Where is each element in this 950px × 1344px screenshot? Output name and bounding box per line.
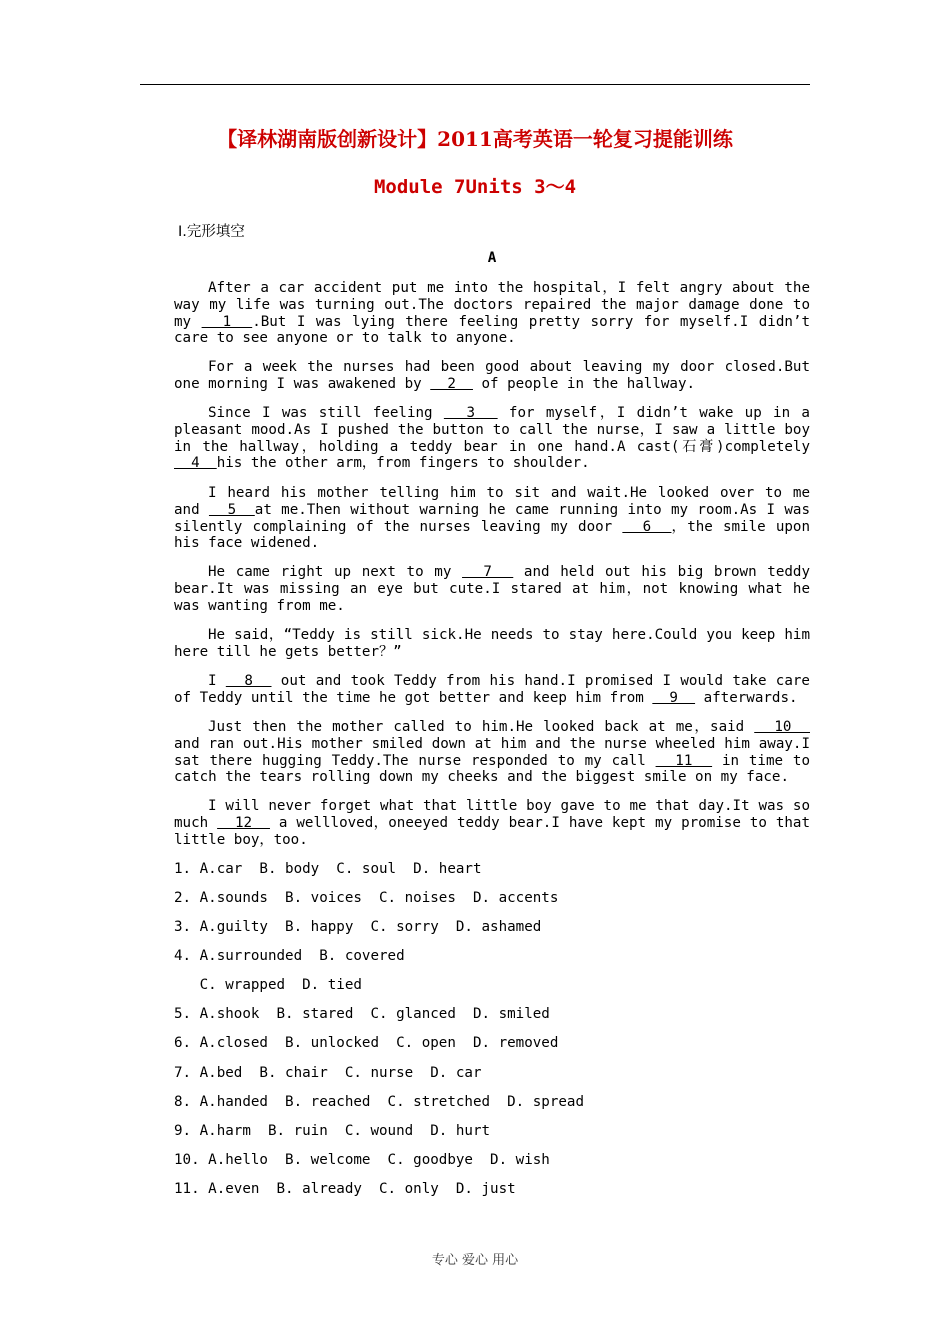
option-line: 9. A.harm B. ruin C. wound D. hurt xyxy=(174,1123,491,1139)
paragraph-text: in time to catch the tears rolling down my cheeks and the biggest smile on my face. xyxy=(174,752,810,786)
paragraph-text: and held out his big brown teddy bear.It was missing an eye but cute.I stared at him，not knowing what he was wanting from me. xyxy=(174,564,811,614)
option-line: 5. A.shook B. stared C. glanced D. smiled xyxy=(174,1006,550,1022)
blank-5: 5 xyxy=(208,501,255,518)
blank-8: 8 xyxy=(225,673,272,689)
paragraph-text: at me.Then without warning he came running into my room.As I was silently complaining of the nurses leaving my door xyxy=(174,501,810,535)
paragraph-text: I heard his mother telling him to sit and wait.He looked over to me and xyxy=(174,485,810,518)
blank-12: 12 xyxy=(217,814,270,831)
paragraph-text: of people in the hallway. xyxy=(472,375,696,392)
paragraph-6 xyxy=(174,627,810,661)
paragraph-4 xyxy=(174,485,810,552)
paragraph-text: a wellloved，oneeyed teddy bear.I have kept my promise to that little boy，too. xyxy=(174,814,810,848)
page-footer: 专心 爱心 用心 xyxy=(431,1253,519,1268)
paragraph-text: For a week the nurses had been good about leaving my door closed.But one morning I was awakened by xyxy=(174,359,810,392)
paragraph-text: Just then the mother called to him.He looked back at me，said xyxy=(208,719,755,735)
section-heading: Ⅰ.完形填空 xyxy=(178,224,245,240)
blank-7: 7 xyxy=(462,564,514,580)
paragraph-text: .But I was lying there feeling pretty sorry for myself.I didn’t care to see anyone or to talk to anyone. xyxy=(174,313,810,347)
option-line: C. wrapped D. tied xyxy=(174,977,362,993)
option-line: 8. A.handed B. reached C. stretched D. spread xyxy=(174,1094,584,1110)
blank-1: 1 xyxy=(201,313,253,330)
paragraph-8 xyxy=(174,719,810,786)
passage-label: A xyxy=(487,250,497,266)
option-line: 11. A.even B. already C. only D. just xyxy=(174,1181,516,1197)
paragraph-text: out and took Teddy from his hand.I promised I would take care of Teddy until the time he got better and keep him from xyxy=(174,673,810,706)
paragraph-7 xyxy=(174,673,810,707)
header-rule xyxy=(140,84,810,85)
paragraph-2 xyxy=(174,359,810,393)
blank-9: 9 xyxy=(652,689,696,706)
option-line: 4. A.surrounded B. covered xyxy=(174,948,405,964)
paragraph-1 xyxy=(174,280,810,347)
option-line: 7. A.bed B. chair C. nurse D. car xyxy=(174,1065,482,1081)
option-line: 1. A.car B. body C. soul D. heart xyxy=(174,861,482,877)
option-line: 6. A.closed B. unlocked C. open D. removed xyxy=(174,1035,559,1051)
paragraph-text: After a car accident put me into the hospital，I felt angry about the way my life was turning out.The doctors repaired the major damage done to my xyxy=(174,280,810,330)
paragraph-text: ，the smile upon his face widened. xyxy=(174,518,810,552)
option-line: 3. A.guilty B. happy C. sorry D. ashamed xyxy=(174,919,542,935)
paragraph-text: and ran out.His mother smiled down at him and the nurse wheeled him away.I sat there hugging Teddy.The nurse responded to my call xyxy=(174,735,810,769)
paragraph-text: He came right up next to my xyxy=(208,564,463,580)
document-subtitle: Module 7Units 3～4 xyxy=(373,176,577,198)
paragraph-3 xyxy=(174,405,810,472)
paragraph-text: afterwards. xyxy=(695,689,798,706)
paragraph-text: I will never forget what that little boy gave to me that day.It was so much xyxy=(174,798,810,831)
paragraph-text: Since I was still feeling xyxy=(208,405,444,421)
paragraph-text: He said，“Teddy is still sick.He needs to stay here.Could you keep him here till he gets better？” xyxy=(174,627,810,660)
option-line: 2. A.sounds B. voices C. noises D. accents xyxy=(174,890,559,906)
paragraph-5 xyxy=(174,564,810,614)
blank-11: 11 xyxy=(655,752,713,769)
document-title: 【译林湖南版创新设计】2011高考英语一轮复习提能训练 xyxy=(217,127,733,151)
blank-2: 2 xyxy=(430,375,473,392)
paragraph-text: his the other arm，from fingers to shoulder. xyxy=(216,455,590,472)
blank-6: 6 xyxy=(622,518,672,535)
blank-4: 4 xyxy=(174,455,217,472)
option-line: 10. A.hello B. welcome C. goodbye D. wish xyxy=(174,1152,550,1168)
blank-10: 10 xyxy=(754,719,810,735)
paragraph-text: for myself，I didn’t wake up in a pleasant mood.As I pushed the button to call the nurse，I saw a little boy in the hallway，holding a teddy bear in one hand.A cast(石膏)completely xyxy=(174,405,810,455)
paragraph-text: I xyxy=(208,673,226,689)
blank-3: 3 xyxy=(443,405,498,421)
paragraph-9 xyxy=(174,798,810,848)
